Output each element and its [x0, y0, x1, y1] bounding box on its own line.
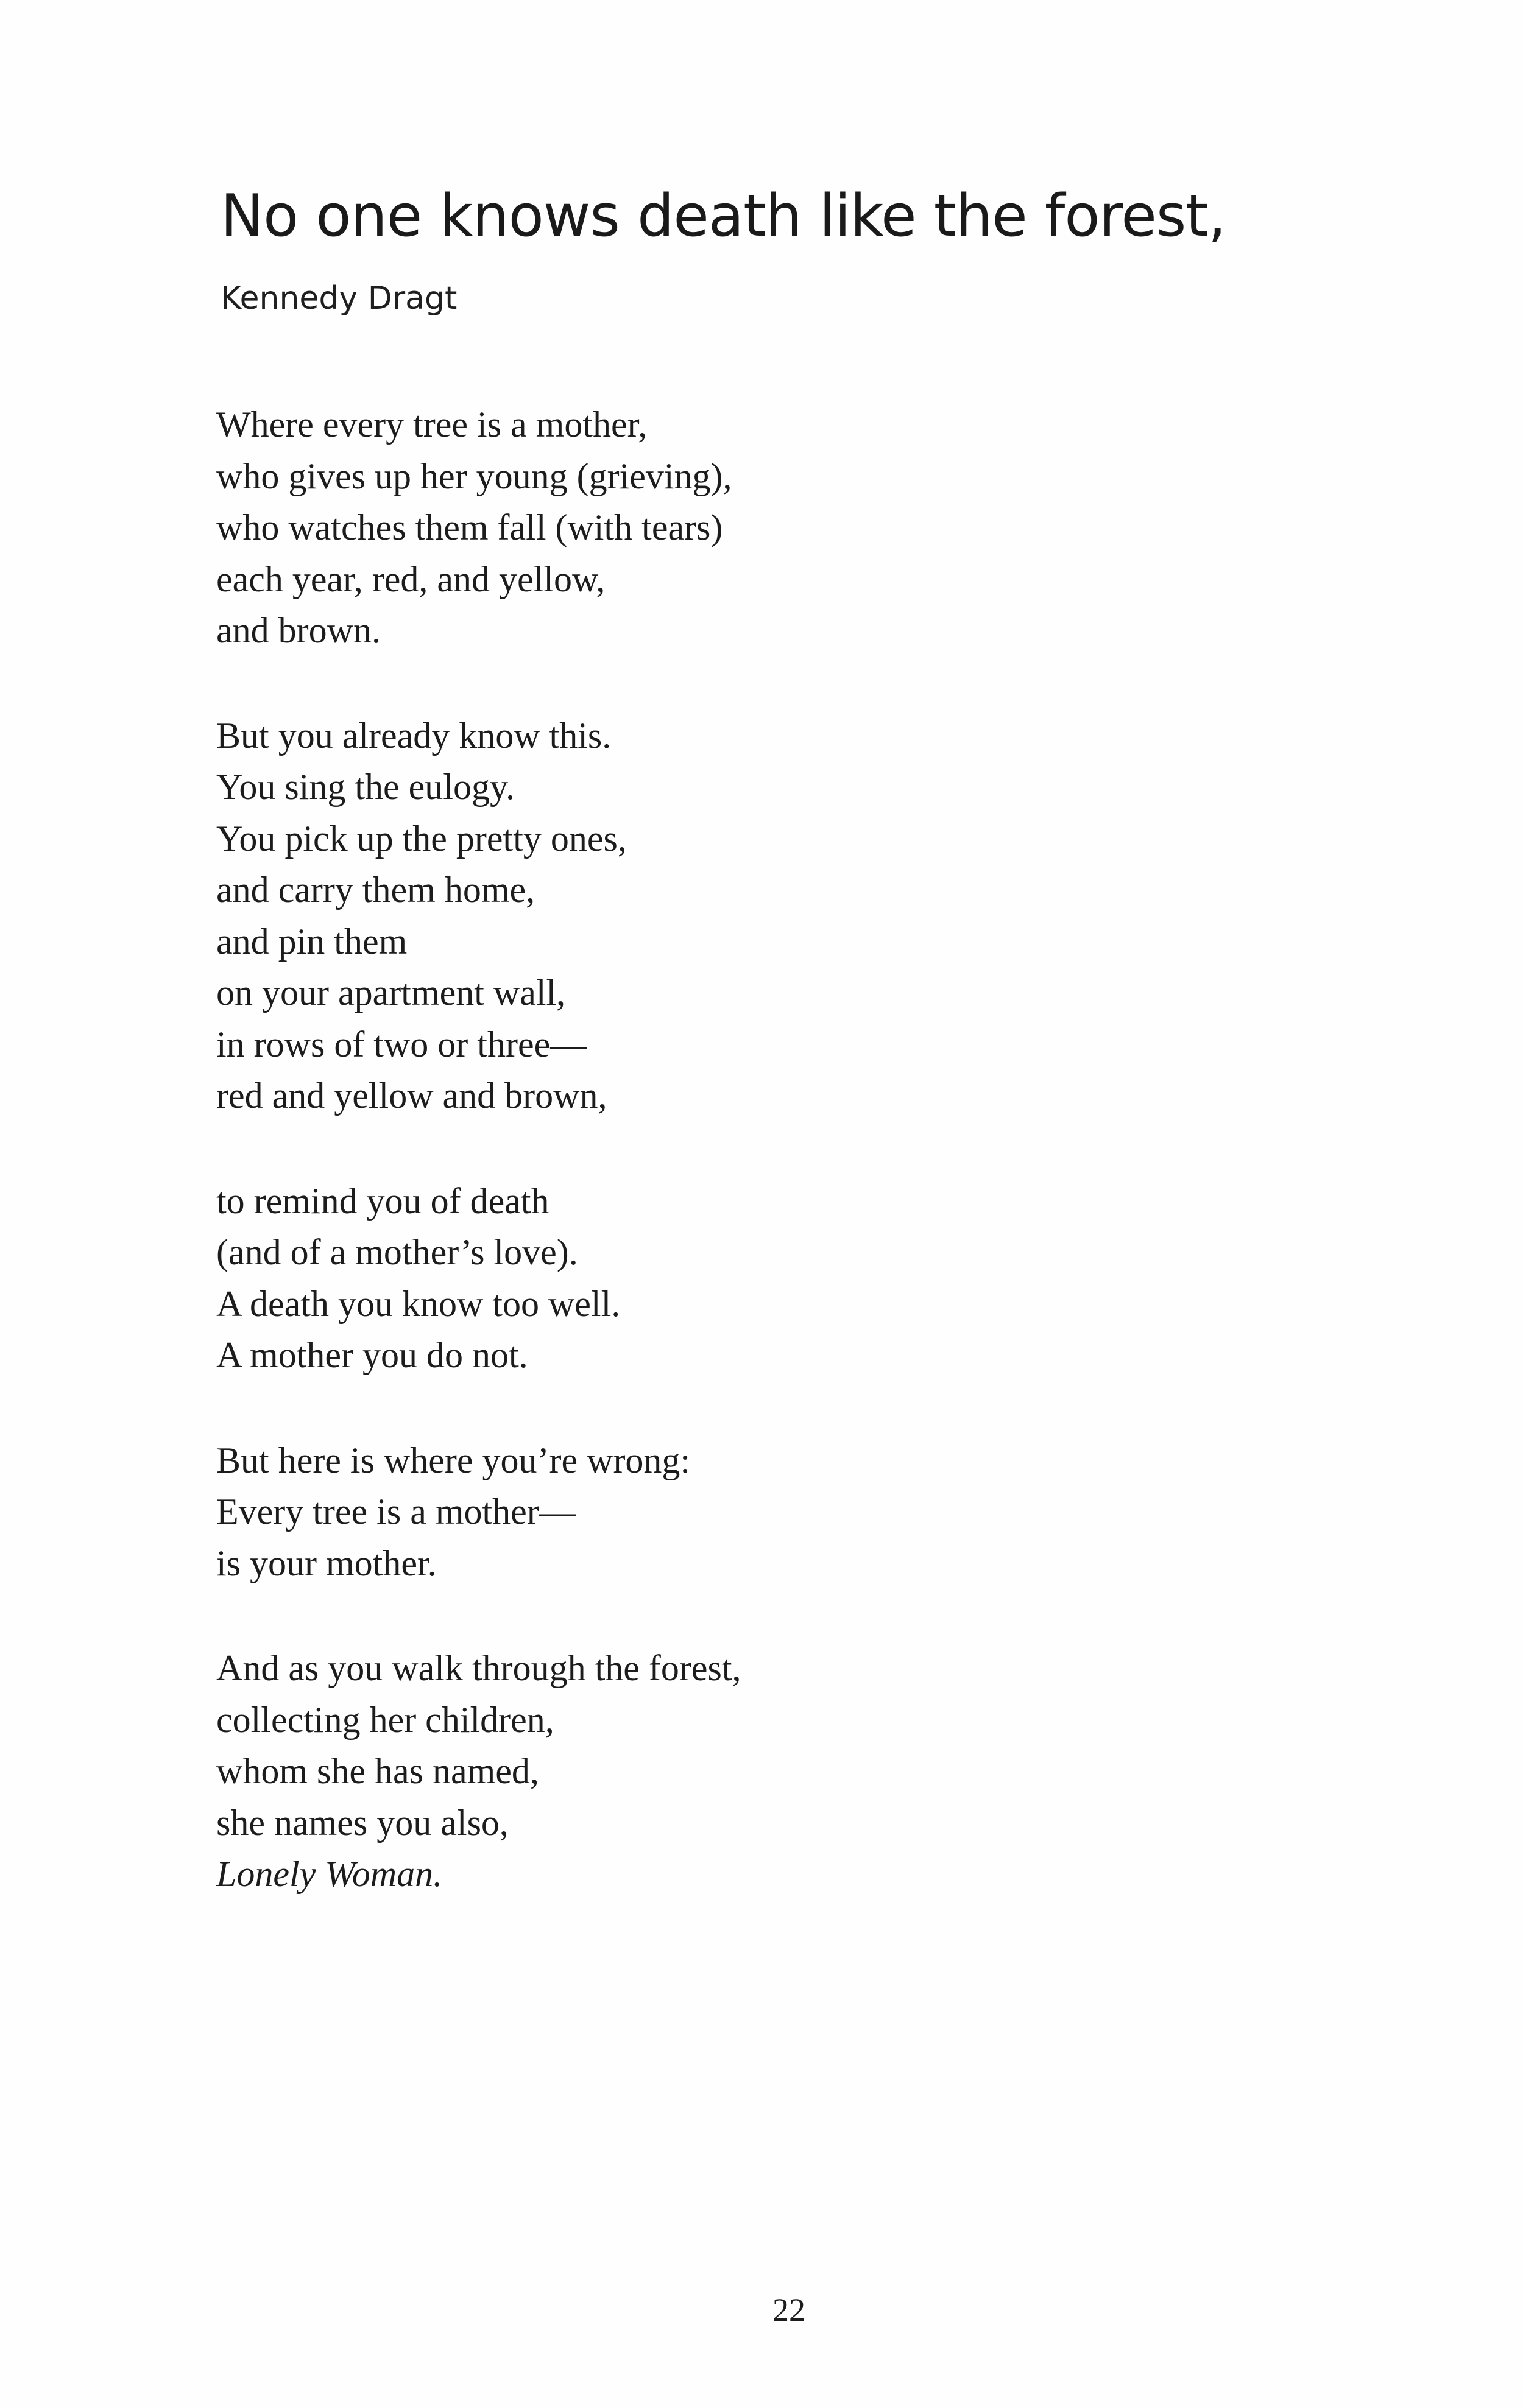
poem-line: collecting her children,	[216, 1699, 554, 1740]
poem-line: You pick up the pretty ones,	[216, 818, 627, 859]
poem-line: A death you know too well.	[216, 1283, 621, 1324]
poem-line: But here is where you’re wrong:	[216, 1440, 691, 1480]
poem-line: (and of a mother’s love).	[216, 1232, 578, 1272]
poem-line: whom she has named,	[216, 1751, 539, 1791]
stanza-break	[216, 1381, 1130, 1435]
poem-line: red and yellow and brown,	[216, 1076, 607, 1116]
poem-line: You sing the eulogy.	[216, 767, 515, 807]
poem-line: Every tree is a mother—	[216, 1491, 576, 1532]
stanza-2	[216, 710, 1130, 1122]
poem-line: A mother you do not.	[216, 1335, 528, 1375]
poem-line: and pin them	[216, 921, 408, 962]
stanza-1	[216, 399, 1130, 657]
poem-author: Kennedy Dragt	[221, 280, 458, 317]
stanza-4	[216, 1435, 1130, 1589]
poem-title: No one knows death like the forest,	[221, 183, 1226, 250]
poem-line: she names you also,	[216, 1802, 509, 1843]
stanza-break	[216, 1589, 1130, 1642]
poem-line: to remind you of death	[216, 1180, 549, 1221]
poem-line: who watches them fall (with tears)	[216, 507, 723, 547]
poem-line: But you already know this.	[216, 715, 612, 756]
stanza-break	[216, 1122, 1130, 1175]
poem-line: who gives up her young (grieving),	[216, 456, 732, 496]
page-number: 22	[772, 2292, 805, 2328]
poem-line: And as you walk through the forest,	[216, 1648, 741, 1688]
poem-line: on your apartment wall,	[216, 973, 566, 1013]
poem-line: is your mother.	[216, 1543, 437, 1583]
stanza-5	[216, 1642, 1130, 1900]
poem-line: each year, red, and yellow,	[216, 558, 606, 599]
poem-line: in rows of two or three—	[216, 1024, 587, 1065]
poem-body	[216, 399, 1130, 1900]
poem-line-italic: Lonely Woman.	[216, 1854, 443, 1894]
poem-line: Where every tree is a mother,	[216, 404, 648, 445]
poem-line: and carry them home,	[216, 870, 535, 910]
stanza-break	[216, 657, 1130, 710]
poem-line: and brown.	[216, 610, 381, 650]
stanza-3	[216, 1175, 1130, 1381]
